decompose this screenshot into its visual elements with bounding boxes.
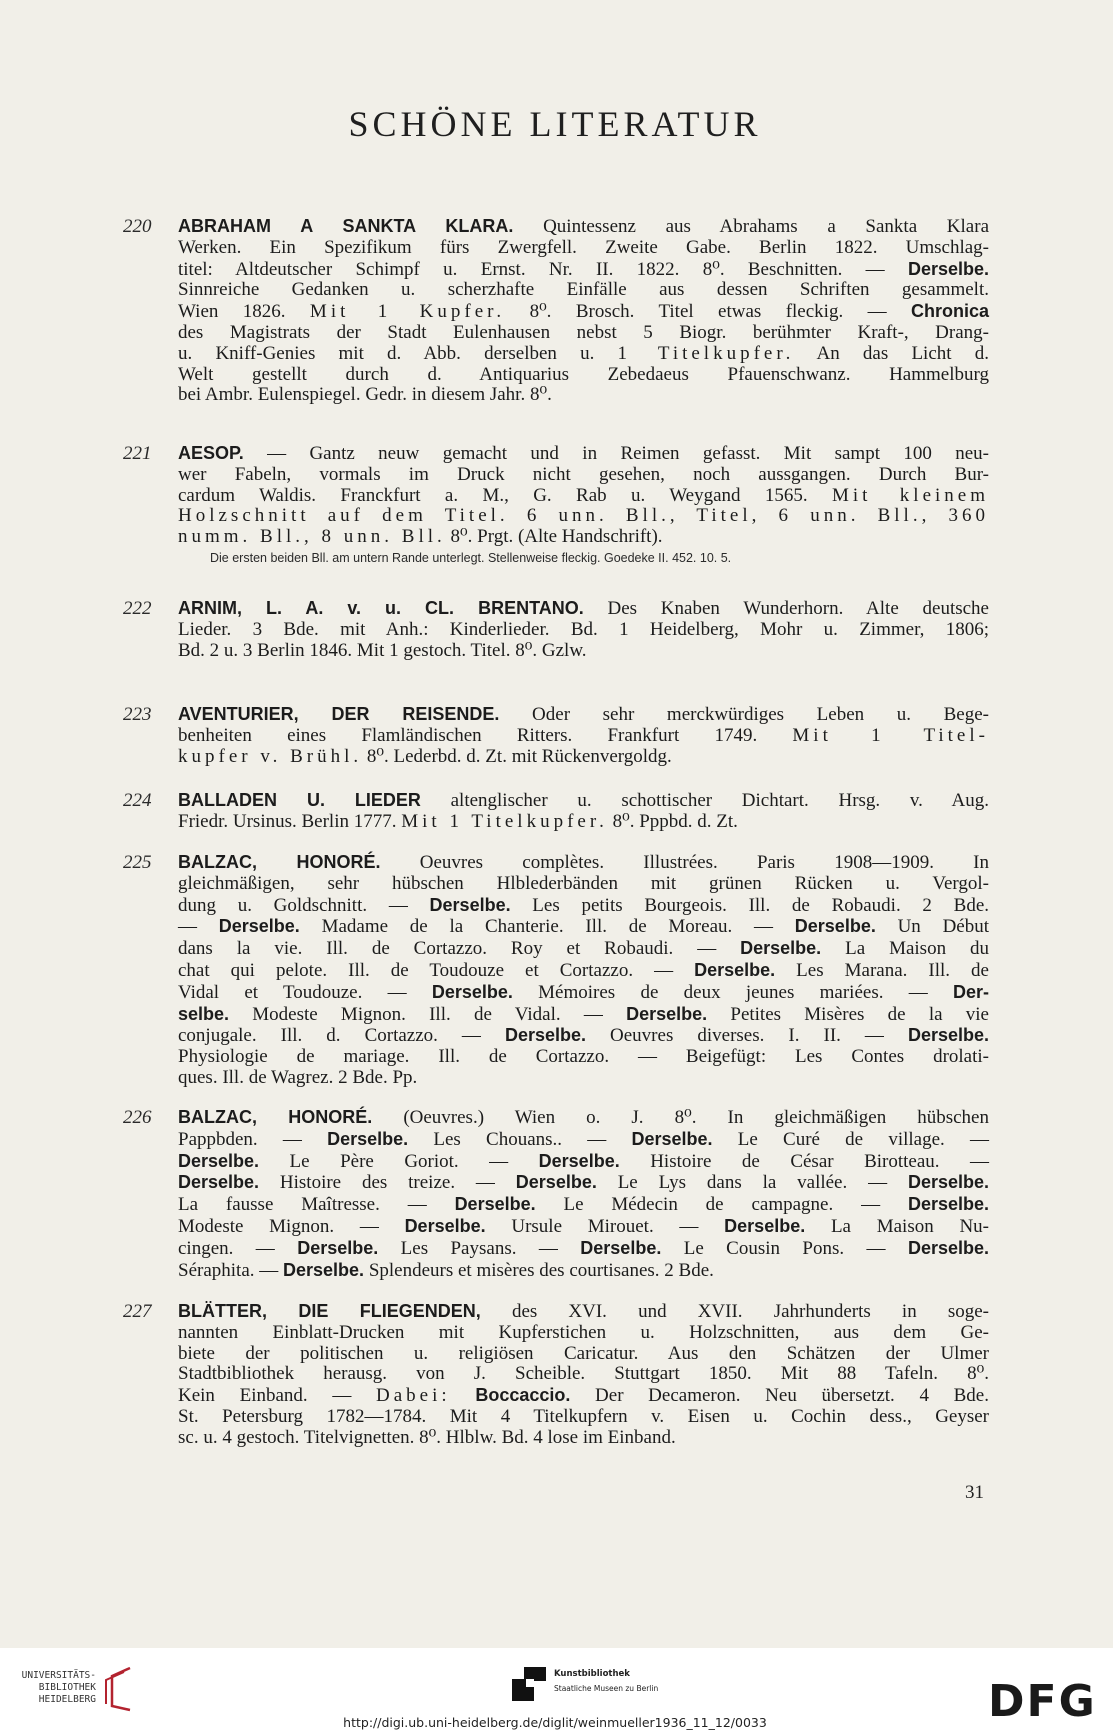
entry-line: conjugale. Ill. d. Cortazzo. — Derselbe. Oeuvres diverses. I. II. — Derselbe. — [178, 1025, 989, 1047]
entry-text — [178, 443, 989, 568]
entry-line: Friedr. Ursinus. Berlin 1777. Mit 1 Titelkupfer. 8⁰. Pppbd. d. Zt. — [178, 810, 738, 832]
entry-number: 222 — [123, 598, 152, 619]
entry-line: — Derselbe. Madame de la Chanterie. Ill. de Moreau. — Derselbe. Un Début — [178, 916, 990, 938]
entry-text — [178, 1107, 989, 1281]
entry-line: Werken. Ein Spezifikum fürs Zwergfell. Zweite Gabe. Berlin 1822. Umschlag- — [178, 236, 989, 258]
entry-line: Wien 1826. Mit 1 Kupfer. 8⁰. Brosch. Titel etwas fleckig. — Chronica — [178, 301, 989, 323]
entry-line: Derselbe. Le Père Goriot. — Derselbe. Histoire de César Birotteau. — — [178, 1150, 990, 1172]
entry-line: Lieder. 3 Bde. mit Anh.: Kinderlieder. Bd. 1 Heidelberg, Mohr u. Zimmer, 1806; — [178, 618, 989, 640]
entry-line: biete der politischen u. religiösen Caricatur. Aus den Schätzen der Ulmer — [178, 1342, 989, 1364]
entry-line: Sinnreiche Gedanken u. scherzhafte Einfälle aus dessen Schriften gesammelt. — [178, 279, 989, 301]
entry-line: titel: Altdeutscher Schimpf u. Ernst. Nr. II. 1822. 8⁰. Beschnitten. — Derselbe. — [178, 258, 989, 280]
entry-text — [178, 790, 989, 833]
entry-line: nannten Einblatt-Drucken mit Kupferstichen u. Holzschnitten, aus dem Ge- — [178, 1321, 989, 1343]
kunstbibliothek-logo[interactable] — [512, 1667, 712, 1707]
source-url[interactable]: http://digi.ub.uni-heidelberg.de/diglit/weinmueller1936_11_12/0033 — [343, 1715, 767, 1730]
entry-number: 220 — [123, 216, 152, 237]
entry-line: gleichmäßigen, sehr hübschen Hlblederbänden mit grünen Rücken u. Vergol- — [178, 872, 989, 894]
ub-mark-icon — [102, 1666, 134, 1712]
entry-number: 226 — [123, 1107, 152, 1128]
ub-line: HEIDELBERG — [38, 1694, 96, 1705]
entry-line: numm. Bll., 8 unn. Bll. 8⁰. Prgt. (Alte Handschrift). — [178, 526, 663, 548]
entry-text — [178, 852, 989, 1089]
page-title: SCHÖNE LITERATUR — [348, 104, 762, 144]
entry-line: wer Fabeln, vormals im Druck nicht gesehen, noch aussgangen. Durch Bur- — [178, 463, 989, 485]
entry-line: chat qui pelote. Ill. de Toudouze et Cortazzo. — Derselbe. Les Marana. Ill. de — [178, 959, 989, 981]
ub-heidelberg-text — [20, 1670, 96, 1706]
ub-line: BIBLIOTHEK — [38, 1682, 96, 1693]
entry-line: BALLADEN U. LIEDER altenglischer u. schottischer Dichtart. Hrsg. v. Aug. — [178, 790, 990, 811]
entry-text — [178, 598, 989, 661]
scan-edge — [1113, 0, 1120, 1733]
kunstbibliothek-mark-icon — [512, 1667, 546, 1701]
entry-line: BLÄTTER, DIE FLIEGENDEN, des XVI. und XVII. Jahrhunderts in soge- — [178, 1301, 989, 1322]
entry-line: cingen. — Derselbe. Les Paysans. — Derselbe. Le Cousin Pons. — Derselbe. — [178, 1237, 989, 1259]
entry-line: ques. Ill. de Wagrez. 2 Bde. Pp. — [178, 1066, 418, 1088]
entry-number: 221 — [123, 443, 152, 464]
entry-line: sc. u. 4 gestoch. Titelvignetten. 8⁰. Hlblw. Bd. 4 lose im Einband. — [178, 1426, 676, 1448]
entry-line: Vidal et Toudouze. — Derselbe. Mémoires de deux jeunes mariées. — Der- — [178, 981, 989, 1003]
entry-line: BALZAC, HONORÉ. (Oeuvres.) Wien o. J. 8⁰. In gleichmäßigen hübschen — [178, 1107, 989, 1128]
entry-line: Bd. 2 u. 3 Berlin 1846. Mit 1 gestoch. Titel. 8⁰. Gzlw. — [178, 639, 587, 661]
entry-line: Modeste Mignon. — Derselbe. Ursule Mirouet. — Derselbe. La Maison Nu- — [178, 1215, 990, 1237]
entry-line: bei Ambr. Eulenspiegel. Gedr. in diesem Jahr. 8⁰. — [178, 384, 552, 406]
entry-number: 227 — [123, 1301, 152, 1322]
entry-number: 225 — [123, 852, 152, 873]
entry-line: kupfer v. Brühl. 8⁰. Lederbd. d. Zt. mit Rückenvergoldg. — [178, 745, 672, 767]
entry-line: Derselbe. Histoire des treize. — Derselbe. Le Lys dans la vallée. — Derselbe. — [178, 1172, 989, 1194]
entry-text — [178, 216, 989, 406]
entry-line: Welt gestellt durch d. Antiquarius Zebedaeus Pfauenschwanz. Hammelburg — [178, 363, 989, 385]
dfg-logo[interactable]: DFG — [988, 1676, 1097, 1727]
entry-line: des Magistrats der Stadt Eulenhausen nebst 5 Biogr. berühmter Kraft-, Drang- — [178, 321, 989, 343]
ub-heidelberg-logo[interactable] — [20, 1670, 140, 1718]
entry-note: Die ersten beiden Bll. am untern Rande unterlegt. Stellenweise fleckig. Goedeke II. 452. 10. 5. — [210, 550, 732, 565]
entry-line: St. Petersburg 1782—1784. Mit 4 Titelkupfern v. Eisen u. Cochin dess., Geyser — [178, 1405, 989, 1427]
entry-line: Stadtbibliothek herausg. von J. Scheible. Stuttgart 1850. Mit 88 Tafeln. 8⁰. — [178, 1363, 989, 1385]
ub-line: UNIVERSITÄTS- — [21, 1670, 96, 1681]
kunstbibliothek-name: Kunstbibliothek — [554, 1669, 630, 1679]
entry-text — [178, 704, 989, 767]
entry-line: AESOP. — Gantz neuw gemacht und in Reimen gefasst. Mit sampt 100 neu- — [178, 443, 989, 464]
entry-line: selbe. Modeste Mignon. Ill. de Vidal. — Derselbe. Petites Misères de la vie — [178, 1003, 989, 1025]
entry-line: ABRAHAM A SANKTA KLARA. Quintessenz aus Abrahams a Sankta Klara — [178, 216, 989, 237]
entry-line: cardum Waldis. Franckfurt a. M., G. Rab u. Weygand 1565. Mit kleinem — [178, 484, 989, 506]
entry-line: La fausse Maîtresse. — Derselbe. Le Médecin de campagne. — Derselbe. — [178, 1194, 989, 1216]
entry-line: Physiologie de mariage. Ill. de Cortazzo. — Beigefügt: Les Contes drolati- — [178, 1046, 989, 1068]
entry-line: BALZAC, HONORÉ. Oeuvres complètes. Illustrées. Paris 1908—1909. In — [178, 852, 990, 873]
entry-line: dans la vie. Ill. de Cortazzo. Roy et Robaudi. — Derselbe. La Maison du — [178, 938, 989, 960]
entry-line: Holzschnitt auf dem Titel. 6 unn. Bll., Titel, 6 unn. Bll., 360 — [178, 505, 989, 527]
entry-line: Kein Einband. — Dabei: Boccaccio. Der Decameron. Neu übersetzt. 4 Bde. — [178, 1385, 989, 1407]
entry-line: dung u. Goldschnitt. — Derselbe. Les petits Bourgeois. Ill. de Robaudi. 2 Bde. — [178, 894, 990, 916]
entry-line: benheiten eines Flamländischen Ritters. Frankfurt 1749. Mit 1 Titel- — [178, 724, 989, 746]
entry-line: Séraphita. — Derselbe. Splendeurs et misères des courtisanes. 2 Bde. — [178, 1259, 714, 1281]
entry-number: 224 — [123, 790, 152, 811]
page-number: 31 — [965, 1482, 984, 1503]
entry-line: ARNIM, L. A. v. u. CL. BRENTANO. Des Knaben Wunderhorn. Alte deutsche — [178, 598, 989, 619]
kunstbibliothek-subtitle: Staatliche Museen zu Berlin — [554, 1684, 659, 1693]
entry-line: AVENTURIER, DER REISENDE. Oder sehr merckwürdiges Leben u. Bege- — [178, 704, 989, 725]
entry-text — [178, 1301, 989, 1449]
entry-line: Pappbden. — Derselbe. Les Chouans.. — Derselbe. Le Curé de village. — — [178, 1128, 990, 1150]
entry-number: 223 — [123, 704, 152, 725]
entry-line: u. Kniff-Genies mit d. Abb. derselben u. 1 Titelkupfer. An das Licht d. — [178, 342, 989, 364]
